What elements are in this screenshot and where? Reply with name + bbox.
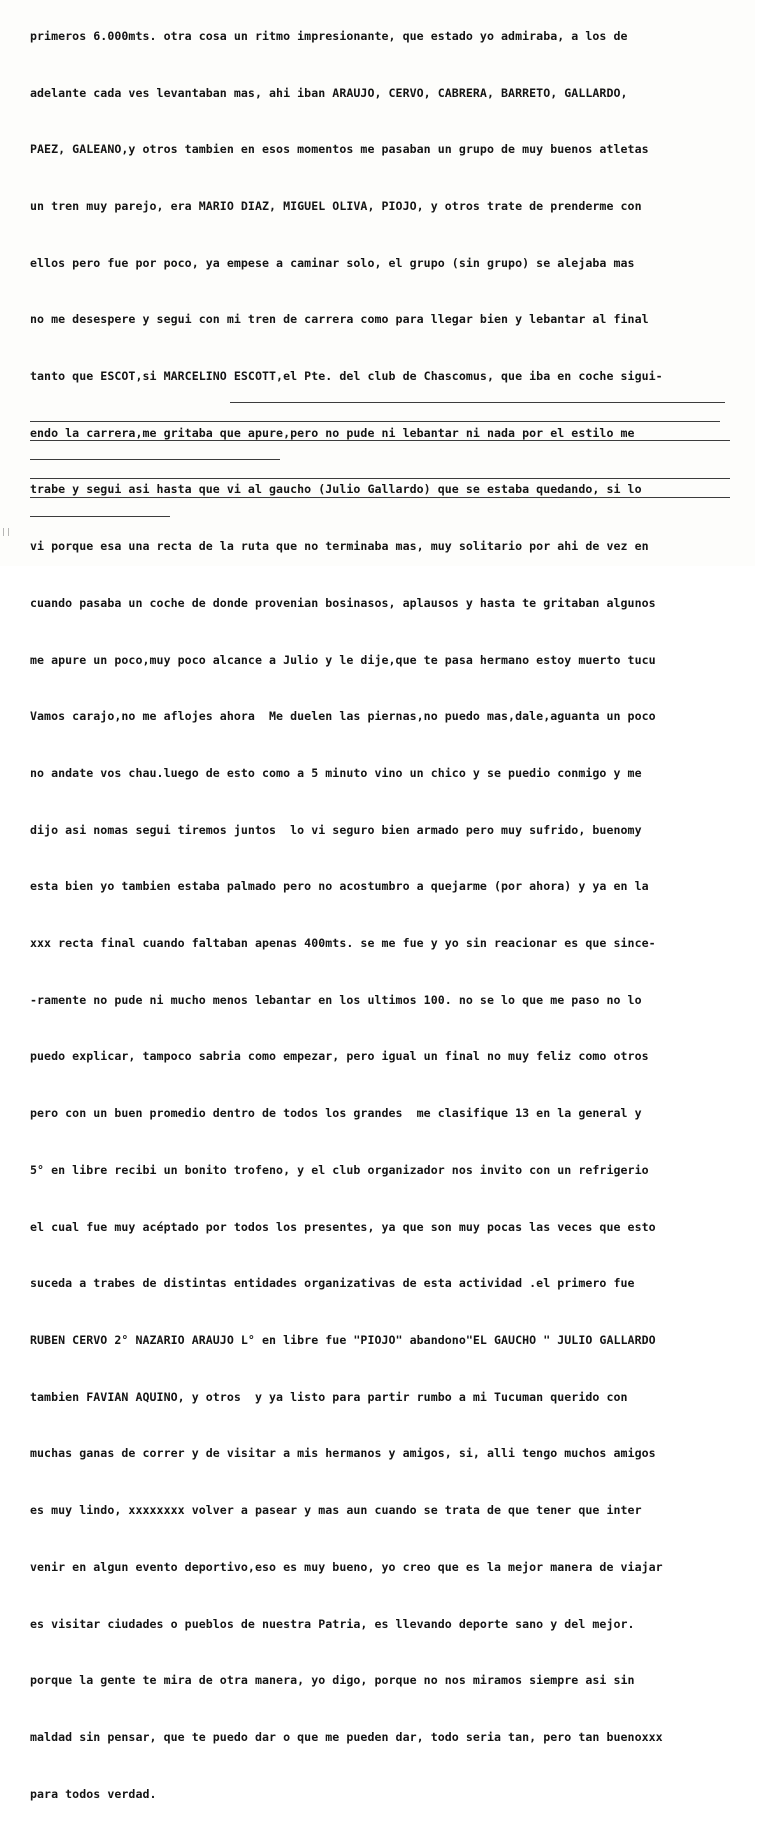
pen-underline: [30, 516, 170, 517]
text-line: endo la carrera,me gritaba que apure,pero no pude ni lebantar ni nada por el estilo me: [30, 425, 635, 440]
text-line: pero con un buen promedio dentro de todos los grandes me clasifique 13 en la general y: [30, 1106, 642, 1121]
text-line: primeros 6.000mts. otra cosa un ritmo impresionante, que estado yo admiraba, a los de: [30, 28, 628, 43]
text-line: ellos pero fue por poco, ya empese a caminar solo, el grupo (sin grupo) se alejaba mas: [30, 255, 635, 270]
typed-text-block: [30, 0, 760, 1841]
text-line: tambien FAVIAN AQUINO, y otros y ya listo para partir rumbo a mi Tucuman querido con: [30, 1389, 628, 1404]
text-line: muchas ganas de correr y de visitar a mis hermanos y amigos, si, alli tengo muchos amigos: [30, 1446, 656, 1461]
text-line: 5° en libre recibi un bonito trofeno, y el club organizador nos invito con un refrigerio: [30, 1162, 649, 1177]
text-line: PAEZ, GALEANO,y otros tambien en esos momentos me pasaban un grupo de muy buenos atletas: [30, 142, 649, 157]
text-line: xxx recta final cuando faltaban apenas 400mts. se me fue y yo sin reacionar es que since-: [30, 936, 656, 951]
pen-underline: [30, 421, 720, 422]
text-line: -ramente no pude ni mucho menos lebantar en los ultimos 100. no se lo que me paso no lo: [30, 992, 642, 1007]
text-line: me apure un poco,muy poco alcance a Julio y le dije,que te pasa hermano estoy muerto tucu: [30, 652, 656, 667]
text-line: el cual fue muy acéptado por todos los presentes, ya que son muy pocas las veces que esto: [30, 1219, 656, 1234]
text-line: cuando pasaba un coche de donde provenian bosinasos, aplausos y hasta te gritaban algunos: [30, 595, 656, 610]
text-line: tanto que ESCOT,si MARCELINO ESCOTT,el Pte. del club de Chascomus, que iba en coche sigui-: [30, 369, 663, 384]
pen-underline: [30, 440, 730, 441]
text-line: puedo explicar, tampoco sabria como empezar, pero igual un final no muy feliz como otros: [30, 1049, 649, 1064]
text-line: no me desespere y segui con mi tren de carrera como para llegar bien y lebantar al final: [30, 312, 649, 327]
text-line: vi porque esa una recta de la ruta que no terminaba mas, muy solitario por ahi de vez en: [30, 539, 649, 554]
text-line: venir en algun evento deportivo,eso es muy bueno, yo creo que es la mejor manera de viajar: [30, 1559, 663, 1574]
pen-underline: [30, 459, 280, 460]
text-line: RUBEN CERVO 2° NAZARIO ARAUJO L° en libre fue "PIOJO" abandono"EL GAUCHO " JULIO GALLARDO: [30, 1332, 656, 1347]
text-line: un tren muy parejo, era MARIO DIAZ, MIGUEL OLIVA, PIOJO, y otros trate de prenderme con: [30, 198, 642, 213]
text-line: dijo asi nomas segui tiremos juntos lo vi seguro bien armado pero muy sufrido, buenomy: [30, 822, 642, 837]
text-line: porque la gente te mira de otra manera, yo digo, porque no nos miramos siempre asi sin: [30, 1673, 635, 1688]
text-line: para todos verdad.: [30, 1786, 157, 1801]
text-line: Vamos carajo,no me aflojes ahora Me duelen las piernas,no puedo mas,dale,aguanta un poco: [30, 709, 656, 724]
margin-mark: [3, 528, 9, 536]
text-line: esta bien yo tambien estaba palmado pero no acostumbro a quejarme (por ahora) y ya en la: [30, 879, 649, 894]
text-line: es muy lindo, xxxxxxxx volver a pasear y mas aun cuando se trata de que tener que inter: [30, 1503, 642, 1518]
text-line: maldad sin pensar, que te puedo dar o que me pueden dar, todo seria tan, pero tan buenoxxx: [30, 1729, 663, 1744]
text-line: trabe y segui asi hasta que vi al gaucho (Julio Gallardo) que se estaba quedando, si lo: [30, 482, 642, 497]
text-line: suceda a trabes de distintas entidades organizativas de esta actividad .el primero fue: [30, 1276, 635, 1291]
pen-underline: [30, 497, 730, 498]
text-line: adelante cada ves levantaban mas, ahi iban ARAUJO, CERVO, CABRERA, BARRETO, GALLARDO,: [30, 85, 628, 100]
text-line: es visitar ciudades o pueblos de nuestra Patria, es llevando deporte sano y del mejor.: [30, 1616, 635, 1631]
pen-underline: [30, 478, 730, 479]
pen-underline: [230, 402, 725, 403]
text-line: no andate vos chau.luego de esto como a 5 minuto vino un chico y se puedio conmigo y me: [30, 765, 642, 780]
